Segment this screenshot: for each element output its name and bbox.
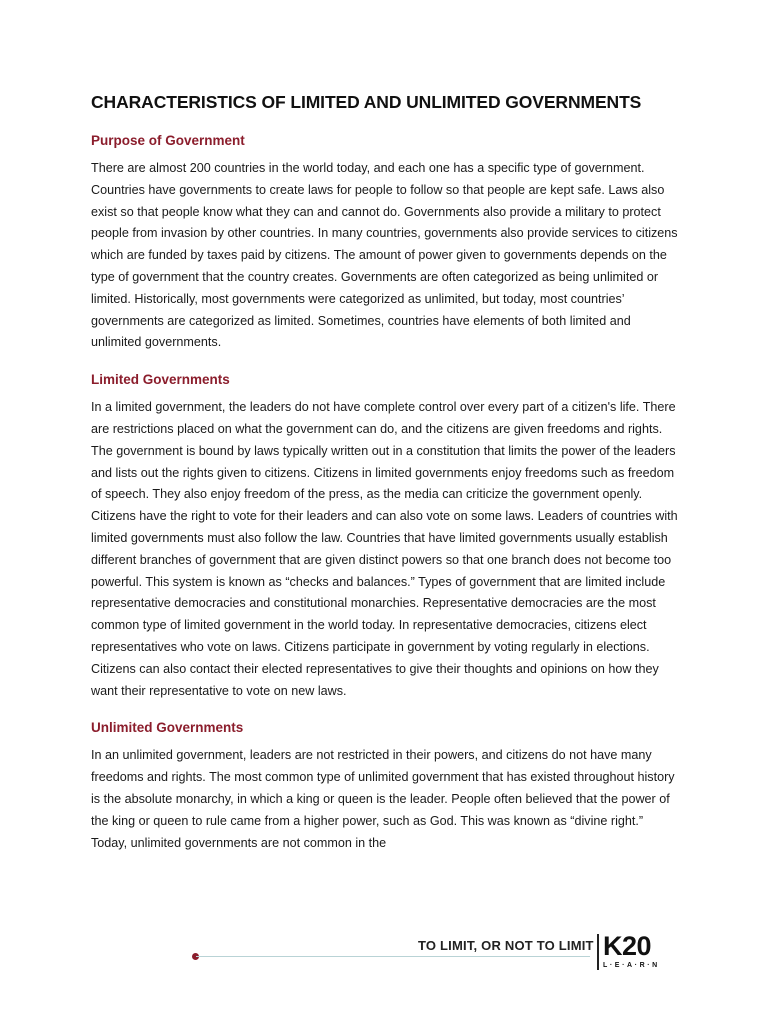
section-heading: Purpose of Government xyxy=(91,133,245,148)
section-paragraph: In an unlimited government, leaders are not restricted in their powers, and citizens do not have many freedoms and rights. The most common type of unlimited government that has existed throughout history is the absolute monarchy, in which a king or queen is the leader. People often believed that the power of the king or queen to rule came from a higher power, such as God. This was known as “divine right.” Today, unlimited governments are not common in the xyxy=(91,748,675,850)
section-heading: Unlimited Governments xyxy=(91,720,244,736)
section-paragraph: There are almost 200 countries in the world today, and each one has a specific type of government. Countries have governments to create laws for people to follow so that people are kept safe. Laws also exist so that people know what they can and cannot do. Governments also provide a military to protect people from invasion by other countries. In many countries, governments also provide services to citizens which are funded by taxes paid by citizens. The amount of power given to governments depends on the type of government that the country creates. Governments are often categorized as being unlimited or limited. Historically, most governments were categorized as unlimited, but today, most countries’ governments are categorized as limited. Sometimes, countries have elements of both limited and unlimited governments. xyxy=(91,161,678,350)
document-title: CHARACTERISTICS OF LIMITED AND UNLIMITED GOVERNMENTS xyxy=(91,92,642,112)
page-footer xyxy=(0,930,768,990)
footer-rule xyxy=(196,956,590,957)
section-limited-governments xyxy=(91,372,679,702)
footer-divider xyxy=(597,934,599,970)
document-page xyxy=(91,92,679,872)
k20-logo xyxy=(603,932,663,974)
section-unlimited-governments xyxy=(91,720,679,854)
logo-mark: K20 xyxy=(603,931,652,961)
logo-subtitle: L·E·A·R·N xyxy=(603,962,660,969)
footer-title: TO LIMIT, OR NOT TO LIMIT xyxy=(418,938,594,953)
section-purpose-of-government xyxy=(91,133,679,354)
section-paragraph: In a limited government, the leaders do not have complete control over every part of a citizen's life. There are restrictions placed on what the government can do, and the citizens are given freedoms and rights. The government is bound by laws typically written out in a constitution that limits the power of the leaders and lists out the rights given to citizens. Citizens in limited governments enjoy freedoms such as freedom of speech. They also enjoy freedom of the press, as the media can criticize the government openly. Citizens have the right to vote for their leaders and can also vote on some laws. Leaders of countries with limited governments must also follow the law. Countries that have limited governments usually establish different branches of government that are given distinct powers so that one branch does not become too powerful. This system is known as “checks and balances.” Types of government that are limited include representative democracies and constitutional monarchies. Representative democracies are the most common type of limited government in the world today. In representative democracies, citizens elect representatives who vote on laws. Citizens participate in government by voting regularly in elections. Citizens can also contact their elected representatives to give their thoughts and opinions on how they want their representative to vote on new laws. xyxy=(91,400,678,698)
section-heading: Limited Governments xyxy=(91,372,230,388)
